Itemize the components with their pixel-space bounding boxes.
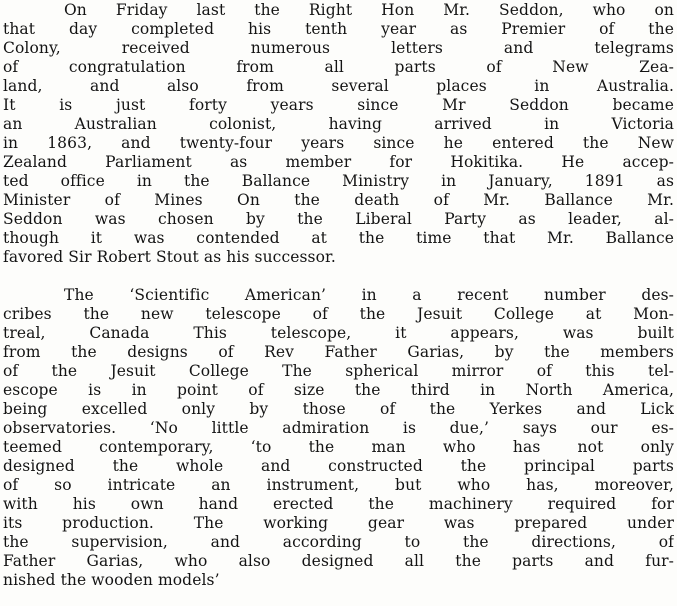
text-line: cribes the new telescope of the Jesuit College at Mon-: [3, 305, 674, 323]
text-line: the supervision, and according to the directions, of: [3, 533, 674, 551]
article-paragraph-telescope: [3, 286, 674, 590]
text-line: It is just forty years since Mr Seddon became: [3, 96, 674, 114]
text-line: On Friday last the Right Hon Mr. Seddon, who on: [64, 1, 674, 19]
text-line: escope is in point of size the third in North America,: [3, 381, 674, 399]
text-line: from the designs of Rev Father Garias, by the members: [3, 343, 674, 361]
text-line: an Australian colonist, having arrived in Victoria: [3, 115, 674, 133]
text-line: land, and also from several places in Australia.: [3, 77, 674, 95]
text-line: with his own hand erected the machinery required for: [3, 495, 674, 513]
text-line: ted office in the Ballance Ministry in January, 1891 as: [3, 172, 674, 190]
text-line: being excelled only by those of the Yerkes and Lick: [3, 400, 674, 418]
text-line: its production. The working gear was prepared under: [3, 514, 674, 532]
text-line: Seddon was chosen by the Liberal Party as leader, al-: [3, 210, 674, 228]
text-line: Zealand Parliament as member for Hokitika. He accep-: [3, 153, 674, 171]
text-line: of the Jesuit College The spherical mirror of this tel-: [3, 362, 674, 380]
text-line: that day completed his tenth year as Premier of the: [3, 20, 674, 38]
text-line: though it was contended at the time that Mr. Ballance: [3, 229, 674, 247]
text-line: favored Sir Robert Stout as his successor.: [3, 248, 336, 266]
text-line: of so intricate an instrument, but who has, moreover,: [3, 476, 674, 494]
text-line: in 1863, and twenty-four years since he entered the New: [3, 134, 674, 152]
text-line: designed the whole and constructed the principal parts: [3, 457, 674, 475]
text-line: Colony, received numerous letters and telegrams: [3, 39, 674, 57]
text-line: treal, Canada This telescope, it appears, was built: [3, 324, 674, 342]
text-line: nished the wooden models’: [3, 571, 220, 589]
text-line: observatories. ‘No little admiration is due,’ says our es-: [3, 419, 674, 437]
text-line: of congratulation from all parts of New Zea-: [3, 58, 674, 76]
text-line: teemed contemporary, ‘to the man who has not only: [3, 438, 674, 456]
text-line: The ‘Scientific American’ in a recent number des-: [64, 286, 674, 304]
text-line: Minister of Mines On the death of Mr. Ballance Mr.: [3, 191, 674, 209]
text-line: Father Garias, who also designed all the parts and fur-: [3, 552, 674, 570]
article-paragraph-seddon: [3, 1, 674, 267]
